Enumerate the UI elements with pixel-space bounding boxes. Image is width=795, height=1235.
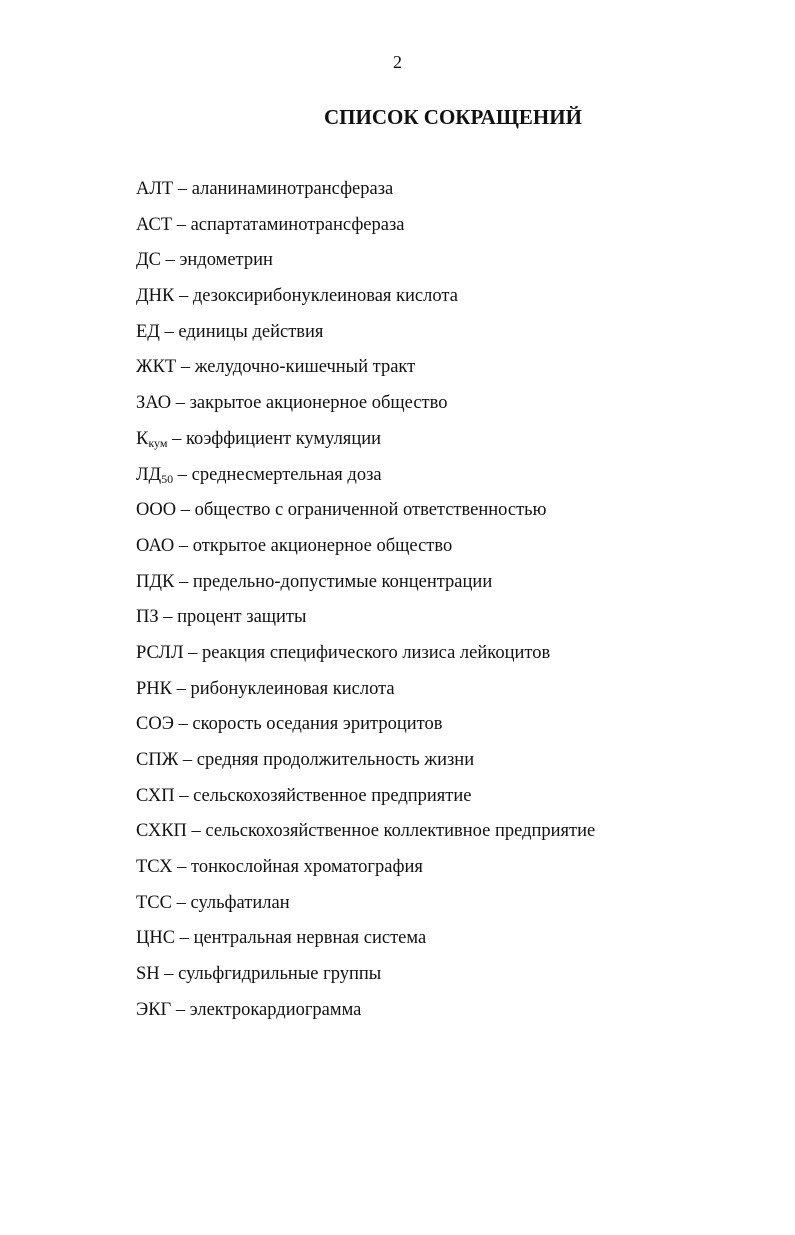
abbreviation-separator: – <box>172 678 191 699</box>
abbreviation-item <box>136 605 595 641</box>
abbreviation-separator: – <box>176 500 195 521</box>
abbreviation-separator: – <box>183 642 202 663</box>
abbreviation-definition: реакция специфического лизиса лейкоцитов <box>202 642 551 663</box>
abbreviation-definition: желудочно-кишечный тракт <box>194 357 416 378</box>
abbreviation-term: ЗАО <box>136 393 172 414</box>
abbreviation-separator: – <box>171 892 191 913</box>
abbreviation-separator: – <box>173 179 192 199</box>
abbreviation-definition: закрытое акционерное общество <box>189 393 448 414</box>
abbreviation-item <box>136 926 595 962</box>
abbreviation-separator: – <box>159 964 179 985</box>
abbreviation-list <box>136 177 595 1034</box>
abbreviation-term: ДС <box>136 250 161 271</box>
abbreviation-item <box>136 677 595 713</box>
abbreviation-item <box>136 748 595 784</box>
abbreviation-subscript: 50 <box>161 471 174 486</box>
abbreviation-separator: – <box>167 428 186 449</box>
abbreviation-separator: – <box>171 999 190 1020</box>
abbreviation-definition: открытое акционерное общество <box>192 535 453 556</box>
abbreviation-separator: – <box>173 464 192 485</box>
abbreviation-item <box>136 998 595 1034</box>
abbreviation-item <box>136 463 595 499</box>
abbreviation-definition: скорость оседания эритроцитов <box>192 714 443 735</box>
abbreviation-item <box>136 962 595 998</box>
page-title: СПИСОК СОКРАЩЕНИЙ <box>324 105 582 129</box>
abbreviation-separator: – <box>172 857 192 878</box>
abbreviation-term: АСТ <box>136 214 173 235</box>
abbreviation-definition: средняя продолжительность жизни <box>196 750 475 770</box>
abbreviation-term: СХП <box>136 785 175 806</box>
abbreviation-separator: – <box>158 607 178 628</box>
abbreviation-term: ДНК <box>136 286 175 307</box>
abbreviation-separator: – <box>174 785 194 806</box>
abbreviation-term: ПДК <box>136 571 175 592</box>
abbreviation-term: АЛТ <box>136 179 174 199</box>
abbreviation-definition: общество с ограниченной ответственностью <box>194 500 547 521</box>
abbreviation-separator: – <box>175 928 194 949</box>
abbreviation-separator: – <box>174 286 193 307</box>
abbreviation-definition: коэффициент кумуляции <box>185 428 382 449</box>
abbreviation-term: РСЛЛ <box>136 642 184 663</box>
abbreviation-definition: процент защиты <box>177 607 307 628</box>
abbreviation-separator: – <box>186 821 206 842</box>
abbreviation-item <box>136 498 595 534</box>
abbreviation-separator: – <box>174 571 193 592</box>
abbreviation-item <box>136 534 595 570</box>
abbreviation-definition: сельскохозяйственное предприятие <box>193 785 472 806</box>
abbreviation-definition: рибонуклеиновая кислота <box>190 678 395 699</box>
page-number: 2 <box>393 52 402 72</box>
abbreviation-separator: – <box>159 321 179 342</box>
abbreviation-separator: – <box>173 714 193 735</box>
abbreviation-subscript: кум <box>148 435 168 450</box>
abbreviation-separator: – <box>176 357 195 378</box>
abbreviation-term: ПЗ <box>136 607 159 628</box>
abbreviation-term: СХКП <box>136 821 187 842</box>
abbreviation-term: ЕД <box>136 321 160 342</box>
abbreviation-term: РНК <box>136 678 172 699</box>
abbreviation-term: ООО <box>136 500 177 521</box>
abbreviation-item <box>136 819 595 855</box>
abbreviation-item <box>136 427 595 463</box>
abbreviation-definition: электрокардиограмма <box>189 999 362 1020</box>
abbreviation-separator: – <box>171 393 190 414</box>
abbreviation-term: СОЭ <box>136 714 174 735</box>
abbreviation-item <box>136 320 595 356</box>
abbreviation-item <box>136 855 595 891</box>
abbreviation-term: ЖКТ <box>136 357 177 378</box>
abbreviation-item <box>136 177 595 213</box>
abbreviation-definition: тонкослойная хроматография <box>191 857 423 878</box>
abbreviation-item <box>136 213 595 249</box>
abbreviation-term: ЛД <box>136 464 162 485</box>
abbreviation-term: К <box>136 428 149 449</box>
abbreviation-item <box>136 712 595 748</box>
abbreviation-term: СПЖ <box>136 750 179 770</box>
abbreviation-definition: единицы действия <box>178 321 324 342</box>
abbreviation-item <box>136 355 595 391</box>
abbreviation-separator: – <box>174 535 193 556</box>
abbreviation-definition: сельскохозяйственное коллективное предприятие <box>205 821 596 842</box>
abbreviation-separator: – <box>178 750 197 770</box>
abbreviation-term: ЭКГ <box>136 999 172 1020</box>
abbreviation-term: ТСС <box>136 892 172 913</box>
abbreviation-term: ЦНС <box>136 928 176 949</box>
abbreviation-item <box>136 784 595 820</box>
abbreviation-definition: сульфатилан <box>190 892 290 913</box>
abbreviation-definition: эндометрин <box>179 250 273 271</box>
abbreviation-term: ТСХ <box>136 857 173 878</box>
abbreviation-definition: центральная нервная система <box>193 928 427 949</box>
abbreviation-item <box>136 248 595 284</box>
abbreviation-definition: предельно-допустимые концентрации <box>192 571 493 592</box>
abbreviation-item <box>136 570 595 606</box>
abbreviation-term: SH <box>136 964 160 985</box>
abbreviation-item <box>136 641 595 677</box>
abbreviation-term: ОАО <box>136 535 175 556</box>
abbreviation-item <box>136 391 595 427</box>
abbreviation-definition: дезоксирибонуклеиновая кислота <box>192 286 458 307</box>
abbreviation-definition: аспартатаминотрансфераза <box>190 214 405 235</box>
abbreviation-item <box>136 891 595 927</box>
abbreviation-definition: аланинаминотрансфераза <box>191 179 394 199</box>
abbreviation-separator: – <box>172 214 191 235</box>
abbreviation-item <box>136 284 595 320</box>
abbreviation-definition: сульфгидрильные группы <box>178 964 382 985</box>
abbreviation-definition: среднесмертельная доза <box>191 464 382 485</box>
abbreviation-separator: – <box>160 250 180 271</box>
